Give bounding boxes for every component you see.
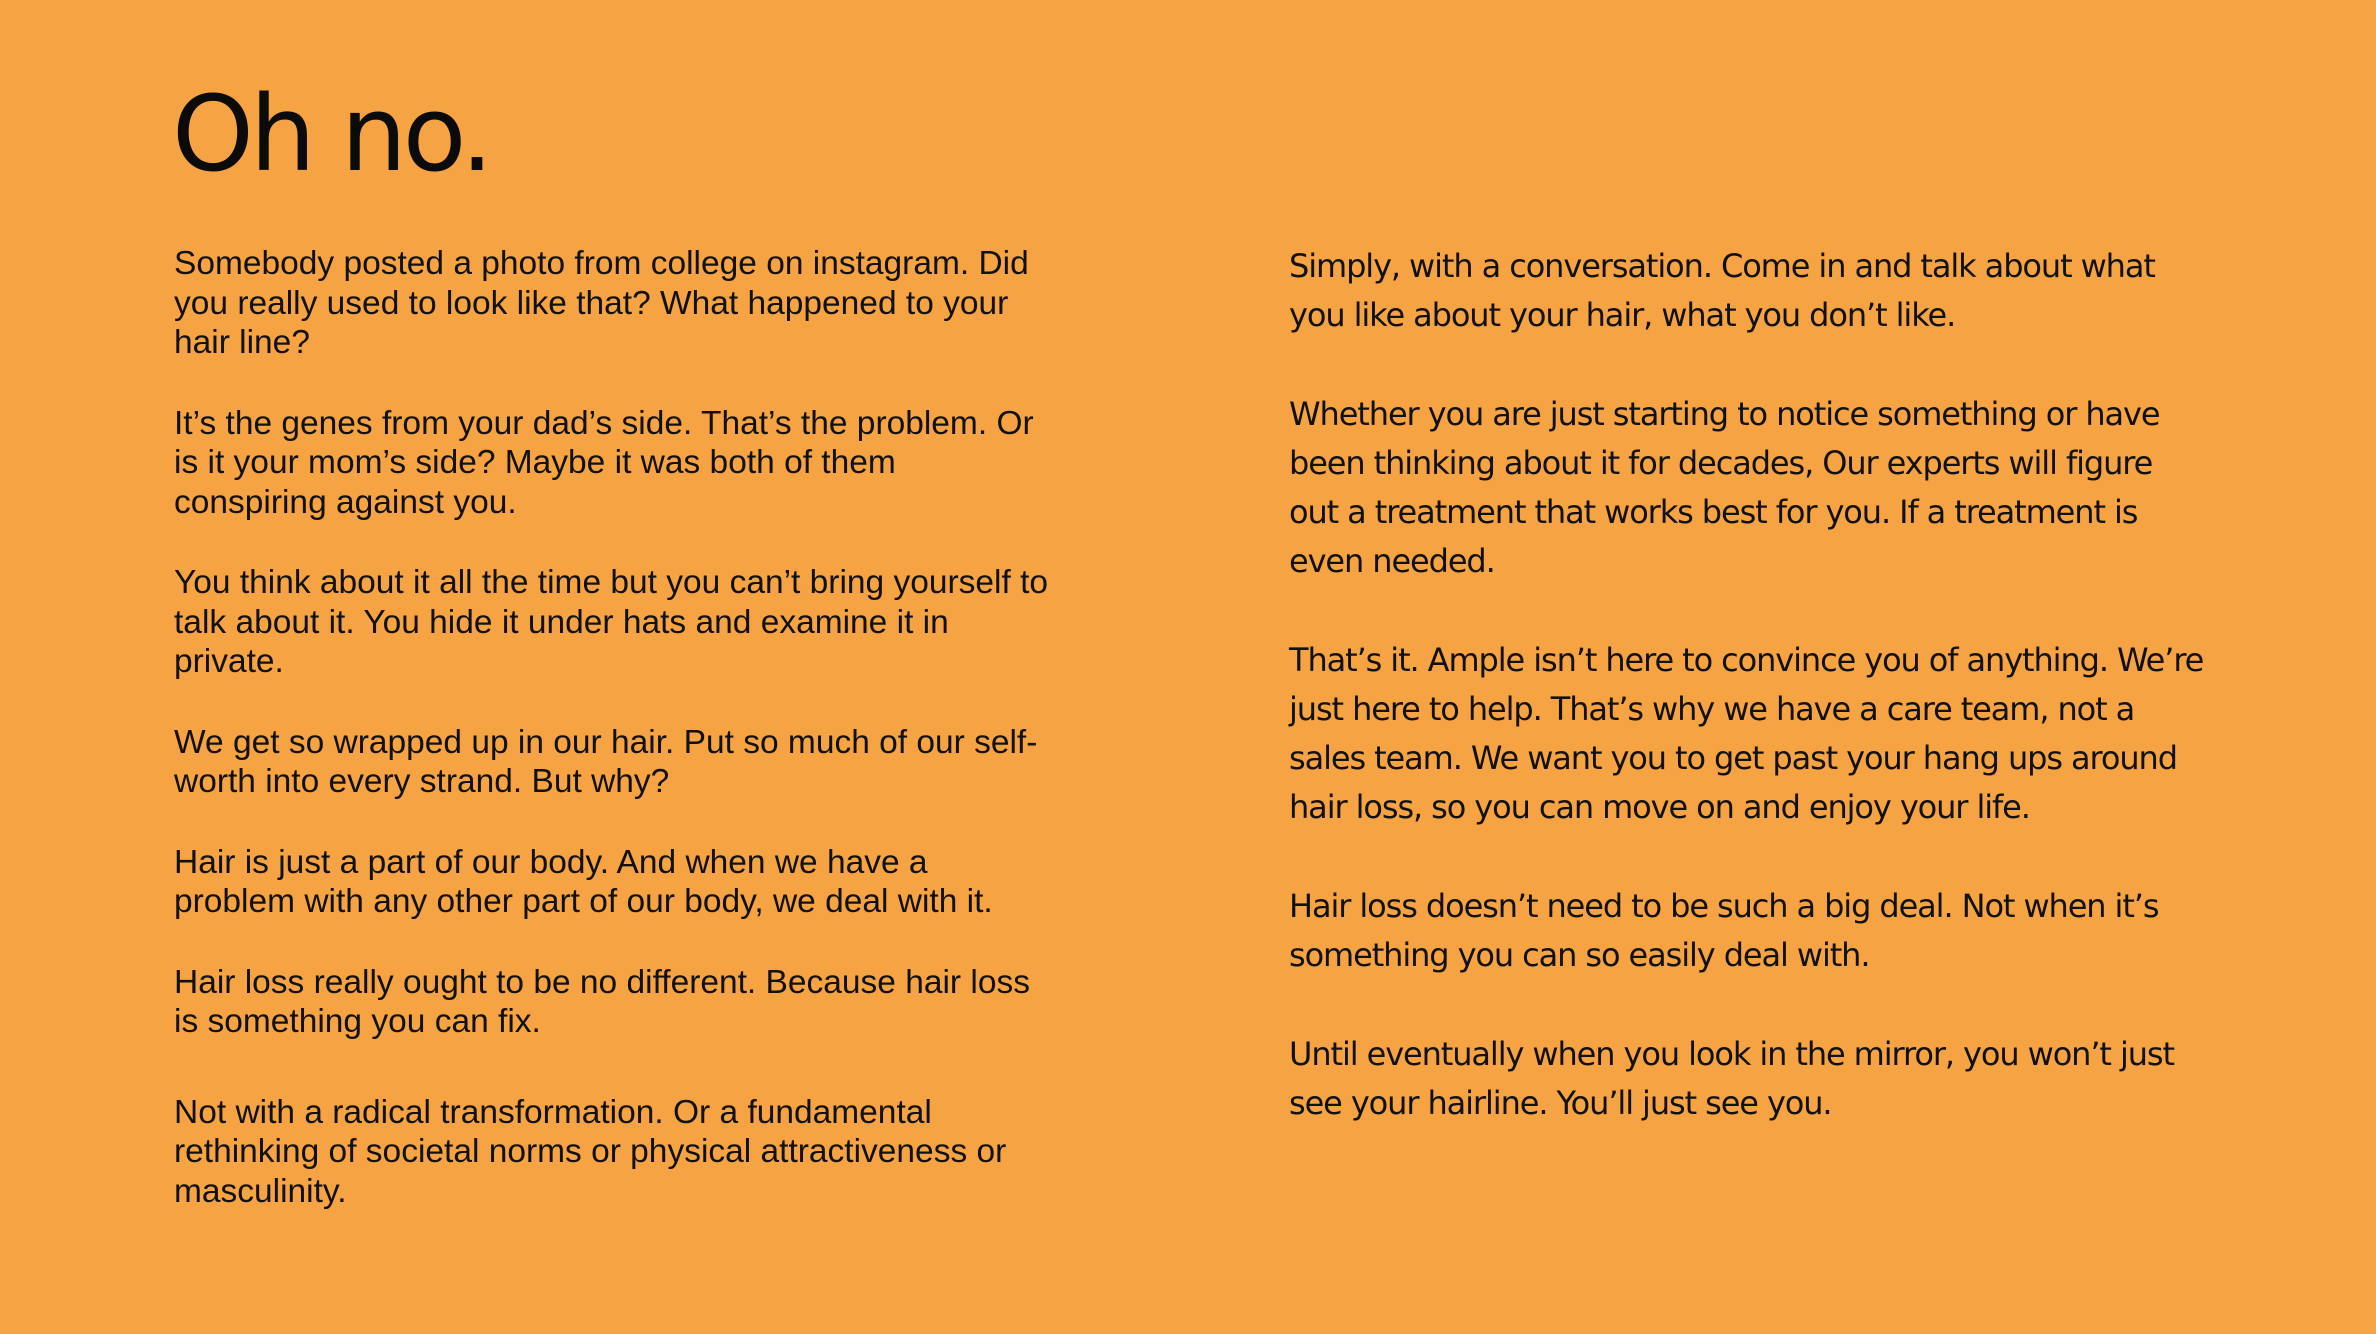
page-title: Oh no. [172, 73, 490, 195]
right-paragraph-3: That’s it. Ample isn’t here to convince you of anything. We’re just here to help. That’s why we have a care team, not a sales team. We want you to get past your hang ups around hair loss, so you can move on and enjoy your life. [1289, 641, 2204, 826]
right-paragraph-5: Until eventually when you look in the mirror, you won’t just see your hairline. You’ll just see you. [1289, 1035, 2174, 1122]
left-paragraph-5: Hair is just a part of our body. And when we have a problem with any other part of our body, we deal with it. [174, 843, 993, 920]
left-paragraph-2: It’s the genes from your dad’s side. That’s the problem. Or is it your mom’s side? Maybe it was both of them conspiring against you. [174, 404, 1034, 521]
right-paragraph-2: Whether you are just starting to notice something or have been thinking about it for decades, Our experts will figure out a treatment that works best for you. If a treatment is even needed. [1289, 395, 2160, 580]
left-paragraph-3: You think about it all the time but you can’t bring yourself to talk about it. You hide it under hats and examine it in private. [174, 564, 1049, 680]
right-paragraph-1: Simply, with a conversation. Come in and talk about what you like about your hair, what you don’t like. [1289, 247, 2155, 334]
left-paragraph-6: Hair loss really ought to be no different. Because hair loss is something you can fix. [174, 963, 1030, 1040]
right-column [1289, 242, 2209, 1128]
left-paragraph-1: Somebody posted a photo from college on instagram. Did you really used to look like that? What happened to your hair line? [174, 245, 1029, 361]
left-column [174, 244, 1054, 1211]
left-paragraph-4: We get so wrapped up in our hair. Put so much of our self-worth into every strand. But why? [174, 723, 1038, 800]
left-paragraph-7: Not with a radical transformation. Or a fundamental rethinking of societal norms or physical attractiveness or masculinity. [174, 1093, 1007, 1210]
right-paragraph-4: Hair loss doesn’t need to be such a big deal. Not when it’s something you can so easily deal with. [1289, 887, 2159, 974]
